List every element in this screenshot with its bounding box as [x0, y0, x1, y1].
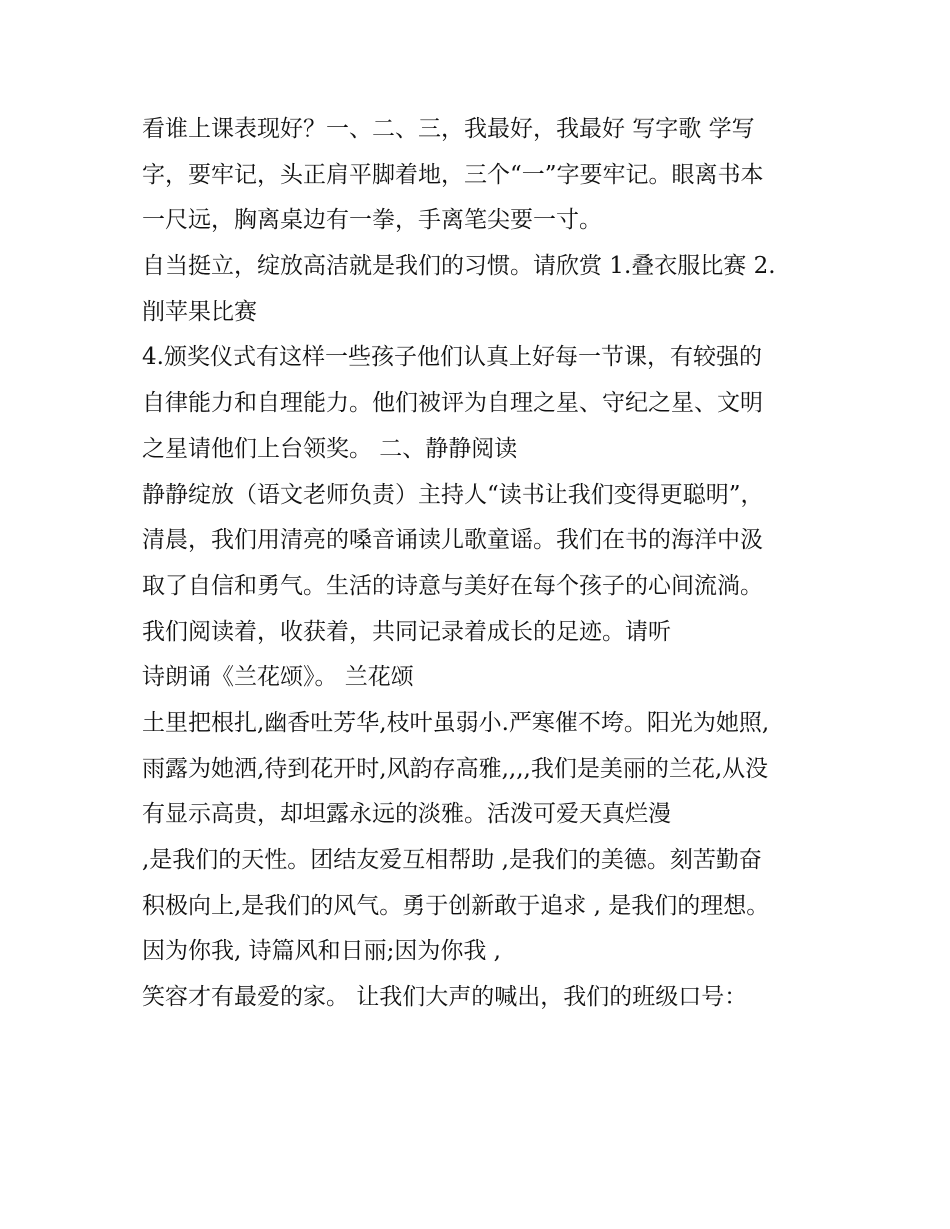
text-line: 我们阅读着，收获着，共同记录着成长的足迹。请听 [142, 618, 671, 645]
text-line: 看谁上课表现好？一、二、三，我最好，我最好 写字歌 学写 [142, 116, 755, 142]
text-line: 土里把根扎,幽香吐芳华,枝叶虽弱小.严寒催不垮。阳光为她照, [142, 709, 770, 736]
text-line: 有显示高贵，却坦露永远的淡雅。活泼可爱天真烂漫 [142, 801, 671, 828]
text-line: 静静绽放（语文老师负责）主持人“读书让我们变得更聪明”， [142, 481, 764, 508]
text-line: 诗朗诵《兰花颂》。 兰花颂 [142, 664, 414, 691]
text-line: 自当挺立，绽放高洁就是我们的习惯。请欣赏 1.叠衣服比赛 2. [142, 253, 776, 280]
text-line: 笑容才有最爱的家。 让我们大声的喊出，我们的班级口号： [142, 984, 748, 1011]
text-line: 自律能力和自理能力。他们被评为自理之星、守纪之星、文明 [142, 390, 763, 417]
text-line: 雨露为她洒,待到花开时,风韵存高雅,,,,我们是美丽的兰花,从没 [142, 755, 769, 782]
text-line: ,是我们的天性。团结友爱互相帮助 ,是我们的美德。刻苦勤奋 [142, 847, 762, 873]
text-line: 因为你我, 诗篇风和日丽;因为你我 , [142, 938, 501, 965]
text-line: 字，要牢记，头正肩平脚着地，三个“一”字要牢记。眼离书本 [142, 161, 764, 188]
text-line: 取了自信和勇气。生活的诗意与美好在每个孩子的心间流淌。 [142, 572, 763, 599]
text-line: 削苹果比赛 [142, 298, 257, 325]
document-body [142, 107, 822, 1021]
text-line: 积极向上,是我们的风气。勇于创新敢于追求 , 是我们的理想。 [142, 892, 770, 919]
text-line: 之星请他们上台领奖。 二、静静阅读 [142, 435, 518, 462]
text-line: 一尺远，胸离桌边有一拳，手离笔尖要一寸。 [142, 207, 602, 234]
text-line: 4.颁奖仪式有这样一些孩子他们认真上好每一节课，有较强的 [142, 344, 762, 371]
text-line: 清晨，我们用清亮的嗓音诵读儿歌童谣。我们在书的海洋中汲 [142, 527, 763, 554]
